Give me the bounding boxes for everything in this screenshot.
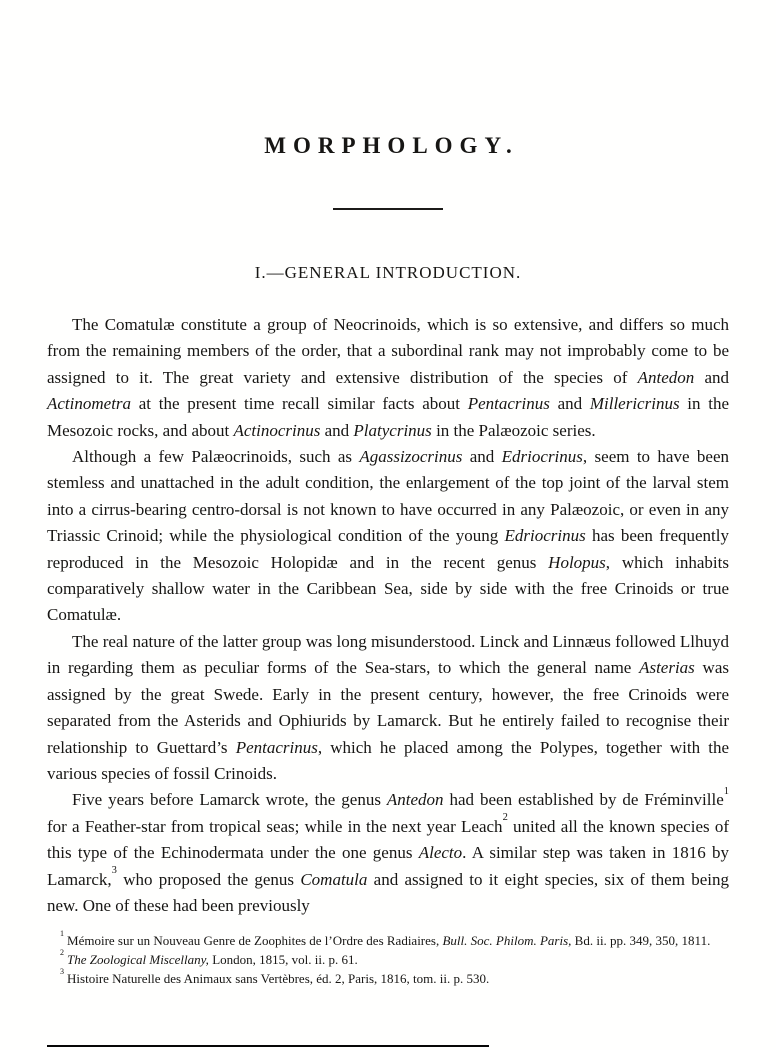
text-run: united all the known species of this type of the Echinodermata under the one genus xyxy=(47,816,729,863)
text-run: for a Feather-star from tropical seas; while in the next year Leach xyxy=(47,816,503,836)
text-run: at the present time recall similar facts about xyxy=(131,394,468,414)
text-run: had been established by de Fréminville xyxy=(443,790,724,810)
genus-name: Edriocrinus xyxy=(501,447,583,467)
text-run: Although a few Palæocrinoids, such as xyxy=(72,447,360,467)
paragraph-4 xyxy=(47,787,729,919)
text-run: , seem to have been stemless and unattached in the adult condition, the enlargement of the top joint of the larval stem into a cirrus-bearing centro-dorsal is not known to have occurred in any Palæozoic, or even in any Triassic Crinoid; while the physiological condition of the young xyxy=(47,447,729,546)
genus-name: Millericrinus xyxy=(589,394,680,414)
text-run: was assigned by the great Swede. Early in the present century, however, the free Crinoids were separated from the Asterids and Ophiurids by Lamarck. But he entirely failed to recognise their relationship to Guettard’s xyxy=(47,658,729,757)
page-bottom-rule xyxy=(47,1045,489,1047)
text-run: who proposed the genus xyxy=(116,869,301,889)
text-run: The real nature of the latter group was long misunderstood. Linck and Linnæus followed Llhuyd in regarding them as peculiar forms of the Sea-stars, to which the general name xyxy=(47,631,729,678)
genus-name: Platycrinus xyxy=(353,420,432,440)
genus-name: Actinocrinus xyxy=(233,420,321,440)
paragraph-3 xyxy=(47,629,729,787)
text-run: Histoire Naturelle des Animaux sans Vertèbres, éd. 2, Paris, 1816, tom. ii. p. 530. xyxy=(67,971,490,987)
text-run: in the Palæozoic series. xyxy=(431,420,596,440)
footnote-1 xyxy=(47,931,729,950)
genus-name: Antedon xyxy=(386,790,444,810)
genus-name: Pentacrinus xyxy=(235,737,318,757)
paragraph-2 xyxy=(47,444,729,629)
text-run: Mémoire sur un Nouveau Genre de Zoophites de l’Ordre des Radiaires, xyxy=(67,933,443,949)
footnote-2 xyxy=(47,950,729,969)
page-title: MORPHOLOGY. xyxy=(264,133,519,158)
genus-name: Holopus xyxy=(548,552,606,572)
genus-name: Alecto xyxy=(418,843,463,863)
genus-name: Actinometra xyxy=(47,394,132,414)
footnote-ref-2: 2 xyxy=(502,812,508,824)
genus-name: Edriocrinus xyxy=(504,526,586,546)
footnote-marker: 2 xyxy=(60,948,65,958)
footnote-3 xyxy=(47,969,729,988)
journal-name: Bull. Soc. Philom. Paris, xyxy=(442,933,572,949)
section-heading: I.—GENERAL INTRODUCTION. xyxy=(254,263,522,282)
text-run: and xyxy=(320,420,354,440)
text-run: , which he placed among the Polypes, together with the various species of fossil Crinoids. xyxy=(47,737,729,783)
text-run: and xyxy=(549,394,590,414)
footnote-marker: 1 xyxy=(60,929,65,939)
text-run: in the Mesozoic rocks, and about xyxy=(47,394,729,440)
footnotes-block xyxy=(47,931,729,988)
genus-name: Pentacrinus xyxy=(467,394,550,414)
text-run: The Comatulæ constitute a group of Neocrinoids, which is so extensive, and differs so much from the remaining members of the order, that a subordinal rank may not improbably come to be assigned to it. The great variety and extensive distribution of the species of xyxy=(47,315,729,387)
genus-name: Asterias xyxy=(639,658,695,678)
text-run: has been frequently reproduced in the Mesozoic Holopidæ and in the recent genus xyxy=(47,526,729,572)
text-run: and assigned to it eight species, six of them being new. One of these had been previously xyxy=(47,869,729,915)
genus-name: Antedon xyxy=(637,367,695,387)
text-run: and xyxy=(462,447,502,467)
journal-name: The Zoological Miscellany, xyxy=(67,952,209,968)
text-run: , which inhabits comparatively shallow water in the Caribbean Sea, side by side with the free Crinoids or true Comatulæ. xyxy=(47,552,729,625)
text-run: and xyxy=(694,367,729,387)
text-run: Bd. ii. pp. 349, 350, 1811. xyxy=(571,933,711,949)
body-text xyxy=(47,312,729,919)
footnote-ref-3: 3 xyxy=(111,865,117,877)
text-run: Five years before Lamarck wrote, the genus xyxy=(72,790,387,810)
text-run: . A similar step was taken in 1816 by Lamarck, xyxy=(47,843,729,889)
title-divider-rule xyxy=(333,208,443,210)
text-run: London, 1815, vol. ii. p. 61. xyxy=(208,952,358,968)
paragraph-1 xyxy=(47,312,729,444)
footnote-marker: 3 xyxy=(60,967,65,977)
genus-name: Agassizocrinus xyxy=(359,447,463,467)
footnote-ref-1: 1 xyxy=(723,785,730,797)
genus-name: Comatula xyxy=(300,869,368,889)
